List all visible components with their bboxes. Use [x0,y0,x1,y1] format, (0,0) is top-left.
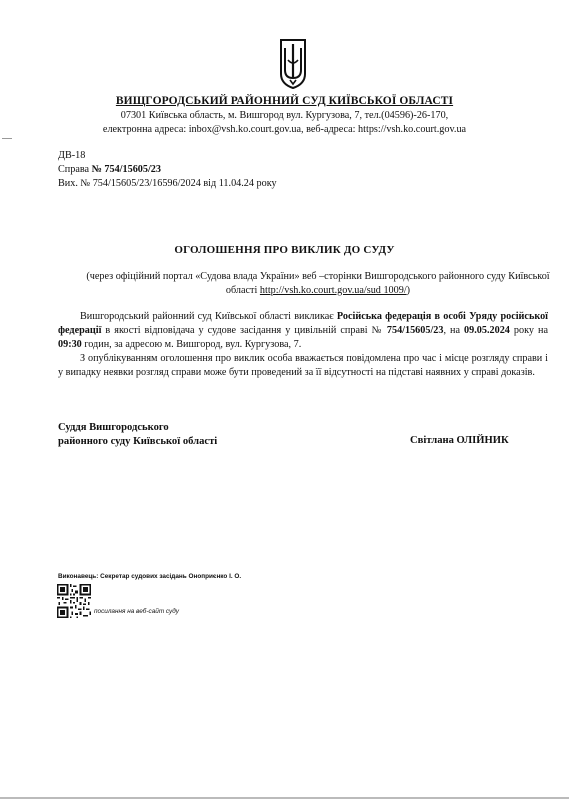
hearing-address: годин, за адресою м. Вишгород, вул. Кургузова, 7. [81,338,302,350]
coat-of-arms-icon [278,38,308,90]
judge-name: Світлана ОЛІЙНИК [410,435,509,446]
summons-paragraph [58,310,548,351]
hearing-time: 09:30 [58,338,82,350]
case-reference [58,164,161,175]
executor-line: Виконавець: Секретар судових засідань Оноприєнко І. О. [58,573,242,580]
summons-case-number: 754/15605/23 [386,324,444,336]
notice-title: ОГОЛОШЕННЯ ПРО ВИКЛИК ДО СУДУ [174,244,395,256]
publication-note [80,270,556,297]
court-site-link[interactable]: http://vsh.ko.court.gov.ua/sud 1009/ [259,284,407,296]
court-address: 07301 Київська область, м. Вишгород вул. Кургузова, 7, тел.(04596)-26-170, [120,110,449,121]
defendant-name: Російська федерація в особі Уряду російської федерації [58,311,548,336]
publication-text: (через офіційний портал «Судова влада України» веб –сторінки Вишгородського районного суду Київської області [86,271,550,296]
summons-text-2: в якості відповідача у судове засідання у цивільній справі № [101,324,387,336]
qr-caption: посилання на веб-сайт суду [94,608,179,615]
scan-edge [0,797,569,799]
summons-text-1: Вишгородський районний суд Київської області викликає [80,311,337,322]
judge-title [58,421,217,449]
scan-margin-mark [2,138,12,139]
consequences-paragraph: З опублікуванням оголошення про виклик особа вважається повідомлена про час і місце розгляду справи і у випадку неявки розгляд справи може бути проведений за її відсутності на підставі наявних у справі доказів. [58,353,548,378]
judge-title-line1: Суддя Вишгородського [58,422,169,433]
case-label: Справа [58,164,92,175]
outgoing-number: Вих. № 754/15605/23/16596/2024 від 11.04.24 року [58,178,277,189]
document-code: ДВ-18 [58,150,86,161]
case-number: № 754/15605/23 [91,164,161,175]
publication-close: ) [406,284,411,296]
summons-text-4: року на [509,324,548,336]
hearing-date: 09.05.2024 [464,324,510,336]
summons-text-3: , на [443,324,465,336]
court-name: ВИЩГОРОДСЬКИЙ РАЙОННИЙ СУД КИЇВСЬКОЇ ОБЛАСТІ [115,95,454,107]
judge-title-line2: районного суду Київської області [58,436,218,447]
qr-code-icon[interactable] [57,584,91,618]
court-contacts: електронна адреса: inbox@vsh.ko.court.gov.ua, веб-адреса: https://vsh.ko.court.gov.ua [102,124,467,135]
